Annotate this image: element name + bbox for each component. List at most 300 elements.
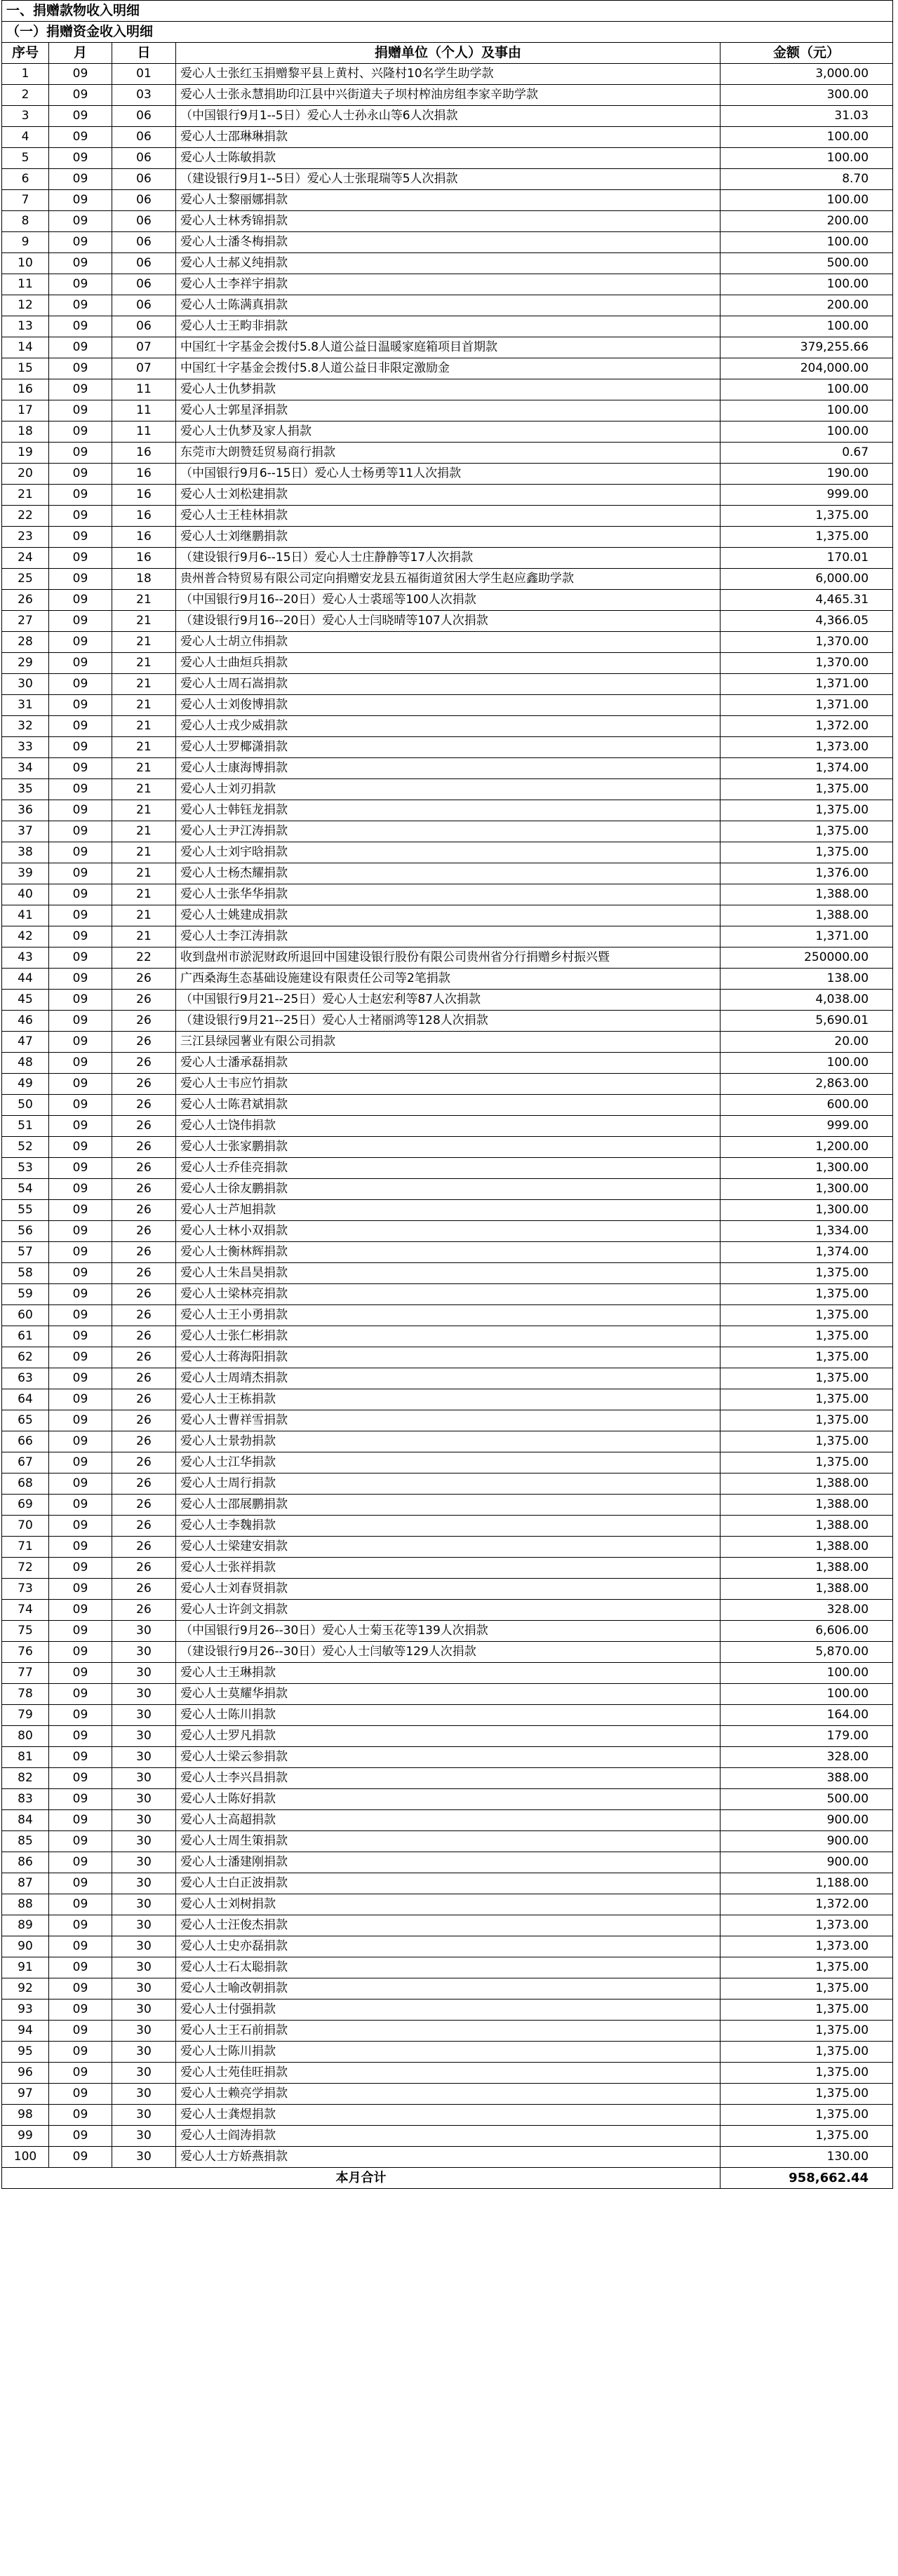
table-row — [2, 2084, 893, 2105]
cell-month: 09 — [49, 1894, 112, 1915]
cell-amount: 100.00 — [721, 1684, 893, 1705]
cell-month: 09 — [49, 127, 112, 148]
cell-donor: 爱心人士张祥捐款 — [176, 1558, 721, 1579]
cell-donor: （中国银行9月16--20日）爱心人士裘瑶等100人次捐款 — [176, 590, 721, 611]
cell-month: 09 — [49, 1516, 112, 1537]
cell-amount: 1,371.00 — [721, 926, 893, 948]
cell-index: 10 — [2, 253, 49, 274]
cell-day: 30 — [112, 1957, 176, 1978]
table-row — [2, 1579, 893, 1600]
cell-index: 97 — [2, 2084, 49, 2105]
cell-index: 73 — [2, 1579, 49, 1600]
cell-month: 09 — [49, 358, 112, 379]
cell-index: 23 — [2, 527, 49, 548]
cell-month: 09 — [49, 779, 112, 800]
cell-donor: 爱心人士王小勇捐款 — [176, 1305, 721, 1326]
table-row — [2, 2063, 893, 2084]
cell-day: 06 — [112, 148, 176, 169]
cell-amount: 100.00 — [721, 422, 893, 443]
cell-amount: 1,375.00 — [721, 842, 893, 863]
cell-day: 30 — [112, 1684, 176, 1705]
cell-day: 30 — [112, 1810, 176, 1831]
table-row — [2, 779, 893, 800]
cell-donor: 爱心人士石太聪捐款 — [176, 1957, 721, 1978]
cell-amount: 900.00 — [721, 1852, 893, 1873]
cell-donor: 爱心人士戎少威捐款 — [176, 716, 721, 737]
cell-donor: 爱心人士曲烜兵捐款 — [176, 653, 721, 674]
cell-donor: 爱心人士胡立伟捐款 — [176, 632, 721, 653]
cell-amount: 1,375.00 — [721, 2126, 893, 2147]
table-row — [2, 2147, 893, 2168]
col-header-month: 月 — [49, 43, 112, 64]
cell-day: 03 — [112, 85, 176, 106]
cell-amount: 328.00 — [721, 1747, 893, 1768]
table-row — [2, 2000, 893, 2021]
cell-amount: 1,300.00 — [721, 1200, 893, 1221]
cell-donor: 爱心人士刘刃捐款 — [176, 779, 721, 800]
table-row — [2, 1768, 893, 1789]
table-row — [2, 1747, 893, 1768]
cell-day: 16 — [112, 506, 176, 527]
cell-month: 09 — [49, 379, 112, 400]
cell-index: 84 — [2, 1810, 49, 1831]
cell-month: 09 — [49, 1452, 112, 1474]
cell-donor: 爱心人士姚建成捐款 — [176, 905, 721, 926]
cell-index: 47 — [2, 1032, 49, 1053]
cell-day: 30 — [112, 2042, 176, 2063]
cell-donor: 爱心人士王畇非捐款 — [176, 316, 721, 337]
subsection-title: （一）捐赠资金收入明细 — [2, 22, 893, 43]
cell-day: 26 — [112, 1074, 176, 1095]
table-row — [2, 337, 893, 358]
cell-amount: 1,374.00 — [721, 1242, 893, 1263]
cell-donor: 爱心人士乔佳亮捐款 — [176, 1158, 721, 1179]
cell-month: 09 — [49, 611, 112, 632]
cell-month: 09 — [49, 1642, 112, 1663]
cell-donor: 爱心人士张红玉捐赠黎平县上黄村、兴隆村10名学生助学款 — [176, 64, 721, 85]
cell-amount: 388.00 — [721, 1768, 893, 1789]
cell-amount: 1,375.00 — [721, 2084, 893, 2105]
cell-donor: 爱心人士王石前捐款 — [176, 2021, 721, 2042]
cell-index: 5 — [2, 148, 49, 169]
table-row — [2, 1663, 893, 1684]
cell-day: 26 — [112, 1263, 176, 1284]
cell-month: 09 — [49, 1621, 112, 1642]
cell-donor: 爱心人士刘春贤捐款 — [176, 1579, 721, 1600]
cell-amount: 6,000.00 — [721, 569, 893, 590]
cell-amount: 179.00 — [721, 1726, 893, 1747]
cell-amount: 5,690.01 — [721, 1011, 893, 1032]
cell-day: 30 — [112, 2147, 176, 2168]
subsection-title-row — [2, 22, 893, 43]
cell-amount: 1,375.00 — [721, 1978, 893, 2000]
cell-month: 09 — [49, 1663, 112, 1684]
table-row — [2, 148, 893, 169]
cell-index: 48 — [2, 1053, 49, 1074]
cell-day: 07 — [112, 358, 176, 379]
cell-amount: 1,200.00 — [721, 1137, 893, 1158]
cell-amount: 1,188.00 — [721, 1873, 893, 1894]
cell-index: 3 — [2, 106, 49, 127]
cell-day: 06 — [112, 127, 176, 148]
table-row — [2, 1158, 893, 1179]
cell-index: 2 — [2, 85, 49, 106]
cell-amount: 900.00 — [721, 1810, 893, 1831]
cell-day: 21 — [112, 779, 176, 800]
cell-index: 60 — [2, 1305, 49, 1326]
cell-day: 21 — [112, 716, 176, 737]
cell-month: 09 — [49, 485, 112, 506]
table-row — [2, 863, 893, 884]
cell-amount: 5,870.00 — [721, 1642, 893, 1663]
table-row — [2, 948, 893, 969]
cell-day: 30 — [112, 1915, 176, 1936]
cell-amount: 3,000.00 — [721, 64, 893, 85]
cell-index: 12 — [2, 295, 49, 316]
cell-amount: 100.00 — [721, 379, 893, 400]
cell-index: 39 — [2, 863, 49, 884]
cell-day: 26 — [112, 1452, 176, 1474]
table-row — [2, 1305, 893, 1326]
cell-index: 8 — [2, 211, 49, 232]
table-row — [2, 1179, 893, 1200]
cell-month: 09 — [49, 527, 112, 548]
cell-month: 09 — [49, 653, 112, 674]
cell-amount: 1,300.00 — [721, 1179, 893, 1200]
cell-day: 06 — [112, 316, 176, 337]
cell-day: 11 — [112, 400, 176, 422]
cell-amount: 130.00 — [721, 2147, 893, 2168]
cell-index: 95 — [2, 2042, 49, 2063]
table-row — [2, 1389, 893, 1410]
cell-index: 38 — [2, 842, 49, 863]
table-row — [2, 1936, 893, 1957]
table-row — [2, 737, 893, 758]
cell-index: 78 — [2, 1684, 49, 1705]
cell-day: 21 — [112, 905, 176, 926]
cell-month: 09 — [49, 1768, 112, 1789]
cell-donor: 爱心人士张仁彬捐款 — [176, 1326, 721, 1347]
cell-index: 36 — [2, 800, 49, 821]
cell-donor: （建设银行9月21--25日）爱心人士褚丽鸿等128人次捐款 — [176, 1011, 721, 1032]
table-row — [2, 1852, 893, 1873]
cell-day: 06 — [112, 169, 176, 190]
table-row — [2, 1074, 893, 1095]
cell-amount: 100.00 — [721, 400, 893, 422]
cell-donor: 爱心人士徐友鹏捐款 — [176, 1179, 721, 1200]
cell-month: 09 — [49, 1705, 112, 1726]
cell-donor: 爱心人士莫耀华捐款 — [176, 1684, 721, 1705]
cell-amount: 100.00 — [721, 1053, 893, 1074]
cell-month: 09 — [49, 1137, 112, 1158]
cell-day: 26 — [112, 1305, 176, 1326]
cell-index: 57 — [2, 1242, 49, 1263]
cell-amount: 1,375.00 — [721, 1957, 893, 1978]
cell-donor: 爱心人士张家鹏捐款 — [176, 1137, 721, 1158]
cell-day: 26 — [112, 1347, 176, 1368]
cell-donor: （中国银行9月21--25日）爱心人士赵宏利等87人次捐款 — [176, 990, 721, 1011]
cell-day: 16 — [112, 464, 176, 485]
table-row — [2, 1263, 893, 1284]
table-row — [2, 990, 893, 1011]
cell-month: 09 — [49, 148, 112, 169]
table-row — [2, 1516, 893, 1537]
cell-donor: （建设银行9月26--30日）爱心人士闫敏等129人次捐款 — [176, 1642, 721, 1663]
cell-amount: 999.00 — [721, 1116, 893, 1137]
cell-donor: 爱心人士陈好捐款 — [176, 1789, 721, 1810]
cell-donor: 爱心人士周靖杰捐款 — [176, 1368, 721, 1389]
cell-month: 09 — [49, 1579, 112, 1600]
cell-index: 32 — [2, 716, 49, 737]
cell-index: 52 — [2, 1137, 49, 1158]
cell-index: 81 — [2, 1747, 49, 1768]
cell-amount: 379,255.66 — [721, 337, 893, 358]
cell-day: 06 — [112, 253, 176, 274]
cell-index: 24 — [2, 548, 49, 569]
cell-day: 30 — [112, 1705, 176, 1726]
cell-month: 09 — [49, 1431, 112, 1452]
col-header-day: 日 — [112, 43, 176, 64]
cell-amount: 1,371.00 — [721, 674, 893, 695]
cell-index: 90 — [2, 1936, 49, 1957]
cell-day: 21 — [112, 800, 176, 821]
table-row — [2, 2126, 893, 2147]
cell-donor: 爱心人士陈君斌捐款 — [176, 1095, 721, 1116]
cell-donor: 爱心人士韦应竹捐款 — [176, 1074, 721, 1095]
cell-donor: 爱心人士芦旭捐款 — [176, 1200, 721, 1221]
cell-amount: 1,372.00 — [721, 716, 893, 737]
table-row — [2, 169, 893, 190]
cell-month: 09 — [49, 1158, 112, 1179]
cell-day: 21 — [112, 737, 176, 758]
cell-amount: 1,373.00 — [721, 737, 893, 758]
cell-amount: 328.00 — [721, 1600, 893, 1621]
cell-amount: 1,375.00 — [721, 821, 893, 842]
cell-day: 26 — [112, 969, 176, 990]
cell-month: 09 — [49, 1495, 112, 1516]
cell-index: 98 — [2, 2105, 49, 2126]
table-row — [2, 422, 893, 443]
cell-day: 30 — [112, 1831, 176, 1852]
cell-amount: 1,375.00 — [721, 2021, 893, 2042]
table-row — [2, 1368, 893, 1389]
total-amount: 958,662.44 — [721, 2168, 893, 2189]
cell-day: 30 — [112, 2063, 176, 2084]
table-row — [2, 64, 893, 85]
table-row — [2, 1284, 893, 1305]
table-row — [2, 1894, 893, 1915]
cell-donor: 爱心人士刘松建捐款 — [176, 485, 721, 506]
cell-month: 09 — [49, 1032, 112, 1053]
cell-donor: 爱心人士梁林亮捐款 — [176, 1284, 721, 1305]
cell-month: 09 — [49, 1747, 112, 1768]
cell-month: 09 — [49, 842, 112, 863]
cell-month: 09 — [49, 548, 112, 569]
cell-day: 26 — [112, 1326, 176, 1347]
table-row — [2, 905, 893, 926]
cell-day: 21 — [112, 632, 176, 653]
cell-index: 45 — [2, 990, 49, 1011]
cell-month: 09 — [49, 884, 112, 905]
cell-donor: 爱心人士李魏捐款 — [176, 1516, 721, 1537]
cell-amount: 200.00 — [721, 295, 893, 316]
cell-month: 09 — [49, 2147, 112, 2168]
cell-month: 09 — [49, 1600, 112, 1621]
table-row — [2, 1684, 893, 1705]
cell-day: 26 — [112, 1200, 176, 1221]
table-row — [2, 926, 893, 948]
cell-donor: 爱心人士蒋海阳捐款 — [176, 1347, 721, 1368]
cell-amount: 190.00 — [721, 464, 893, 485]
cell-day: 21 — [112, 842, 176, 863]
cell-amount: 1,375.00 — [721, 2105, 893, 2126]
cell-amount: 4,366.05 — [721, 611, 893, 632]
cell-index: 14 — [2, 337, 49, 358]
table-row — [2, 1221, 893, 1242]
cell-day: 26 — [112, 1579, 176, 1600]
cell-amount: 1,300.00 — [721, 1158, 893, 1179]
cell-day: 26 — [112, 1221, 176, 1242]
cell-month: 09 — [49, 1200, 112, 1221]
cell-day: 21 — [112, 926, 176, 948]
cell-index: 56 — [2, 1221, 49, 1242]
cell-amount: 6,606.00 — [721, 1621, 893, 1642]
table-row — [2, 1810, 893, 1831]
cell-day: 26 — [112, 1495, 176, 1516]
cell-amount: 164.00 — [721, 1705, 893, 1726]
cell-month: 09 — [49, 2063, 112, 2084]
cell-donor: 中国红十字基金会拨付5.8人道公益日非限定激励金 — [176, 358, 721, 379]
cell-donor: 爱心人士刘继鹏捐款 — [176, 527, 721, 548]
table-row — [2, 695, 893, 716]
cell-amount: 100.00 — [721, 148, 893, 169]
cell-index: 16 — [2, 379, 49, 400]
cell-amount: 2,863.00 — [721, 1074, 893, 1095]
cell-donor: （中国银行9月6--15日）爱心人士杨勇等11人次捐款 — [176, 464, 721, 485]
cell-donor: 爱心人士邵展鹏捐款 — [176, 1495, 721, 1516]
cell-index: 68 — [2, 1474, 49, 1495]
table-row — [2, 1957, 893, 1978]
cell-month: 09 — [49, 443, 112, 464]
cell-month: 09 — [49, 1915, 112, 1936]
cell-donor: 爱心人士周生策捐款 — [176, 1831, 721, 1852]
cell-month: 09 — [49, 295, 112, 316]
cell-index: 7 — [2, 190, 49, 211]
cell-month: 09 — [49, 1957, 112, 1978]
cell-amount: 1,375.00 — [721, 1347, 893, 1368]
cell-amount: 1,375.00 — [721, 527, 893, 548]
cell-amount: 1,375.00 — [721, 1368, 893, 1389]
cell-day: 30 — [112, 1873, 176, 1894]
cell-day: 26 — [112, 1516, 176, 1537]
cell-index: 74 — [2, 1600, 49, 1621]
table-row — [2, 358, 893, 379]
cell-month: 09 — [49, 716, 112, 737]
cell-month: 09 — [49, 464, 112, 485]
cell-donor: 爱心人士张华华捐款 — [176, 884, 721, 905]
table-row — [2, 253, 893, 274]
table-row — [2, 506, 893, 527]
table-row — [2, 653, 893, 674]
cell-amount: 100.00 — [721, 316, 893, 337]
cell-index: 83 — [2, 1789, 49, 1810]
donation-sheet — [1, 0, 892, 2189]
cell-index: 35 — [2, 779, 49, 800]
table-row — [2, 1831, 893, 1852]
cell-donor: 爱心人士许剑文捐款 — [176, 1600, 721, 1621]
cell-day: 06 — [112, 211, 176, 232]
cell-amount: 1,375.00 — [721, 1326, 893, 1347]
table-row — [2, 1452, 893, 1474]
table-row — [2, 443, 893, 464]
cell-index: 91 — [2, 1957, 49, 1978]
cell-amount: 600.00 — [721, 1095, 893, 1116]
cell-day: 30 — [112, 2105, 176, 2126]
cell-month: 09 — [49, 253, 112, 274]
cell-month: 09 — [49, 169, 112, 190]
cell-index: 79 — [2, 1705, 49, 1726]
cell-index: 62 — [2, 1347, 49, 1368]
cell-month: 09 — [49, 1368, 112, 1389]
cell-index: 18 — [2, 422, 49, 443]
cell-amount: 100.00 — [721, 127, 893, 148]
table-row — [2, 1726, 893, 1747]
cell-index: 64 — [2, 1389, 49, 1410]
table-row — [2, 85, 893, 106]
table-row — [2, 1537, 893, 1558]
cell-donor: 爱心人士付强捐款 — [176, 2000, 721, 2021]
cell-donor: 爱心人士李祥宇捐款 — [176, 274, 721, 295]
cell-donor: 爱心人士陈敏捐款 — [176, 148, 721, 169]
cell-month: 09 — [49, 1221, 112, 1242]
cell-donor: 爱心人士刘宇晗捐款 — [176, 842, 721, 863]
table-row — [2, 1410, 893, 1431]
cell-index: 44 — [2, 969, 49, 990]
cell-donor: 爱心人士罗椰潇捐款 — [176, 737, 721, 758]
cell-month: 09 — [49, 990, 112, 1011]
cell-month: 09 — [49, 190, 112, 211]
cell-day: 21 — [112, 653, 176, 674]
cell-day: 07 — [112, 337, 176, 358]
cell-index: 59 — [2, 1284, 49, 1305]
cell-amount: 1,375.00 — [721, 1284, 893, 1305]
col-header-index: 序号 — [2, 43, 49, 64]
cell-donor: 爱心人士潘建刚捐款 — [176, 1852, 721, 1873]
cell-donor: 中国红十字基金会拨付5.8人道公益日温暖家庭箱项目首期款 — [176, 337, 721, 358]
cell-month: 09 — [49, 863, 112, 884]
cell-donor: 爱心人士黎丽娜捐款 — [176, 190, 721, 211]
cell-amount: 500.00 — [721, 1789, 893, 1810]
cell-day: 30 — [112, 2084, 176, 2105]
cell-donor: 爱心人士衡林辉捐款 — [176, 1242, 721, 1263]
table-row — [2, 190, 893, 211]
cell-month: 09 — [49, 1936, 112, 1957]
cell-index: 50 — [2, 1095, 49, 1116]
table-row — [2, 400, 893, 422]
cell-donor: 爱心人士刘俊博捐款 — [176, 695, 721, 716]
cell-index: 28 — [2, 632, 49, 653]
cell-donor: 爱心人士王桂林捐款 — [176, 506, 721, 527]
cell-day: 26 — [112, 1368, 176, 1389]
cell-amount: 1,375.00 — [721, 1452, 893, 1474]
cell-month: 09 — [49, 1053, 112, 1074]
cell-amount: 1,370.00 — [721, 632, 893, 653]
cell-month: 09 — [49, 106, 112, 127]
cell-month: 09 — [49, 1537, 112, 1558]
cell-month: 09 — [49, 422, 112, 443]
cell-month: 09 — [49, 1284, 112, 1305]
cell-month: 09 — [49, 1095, 112, 1116]
